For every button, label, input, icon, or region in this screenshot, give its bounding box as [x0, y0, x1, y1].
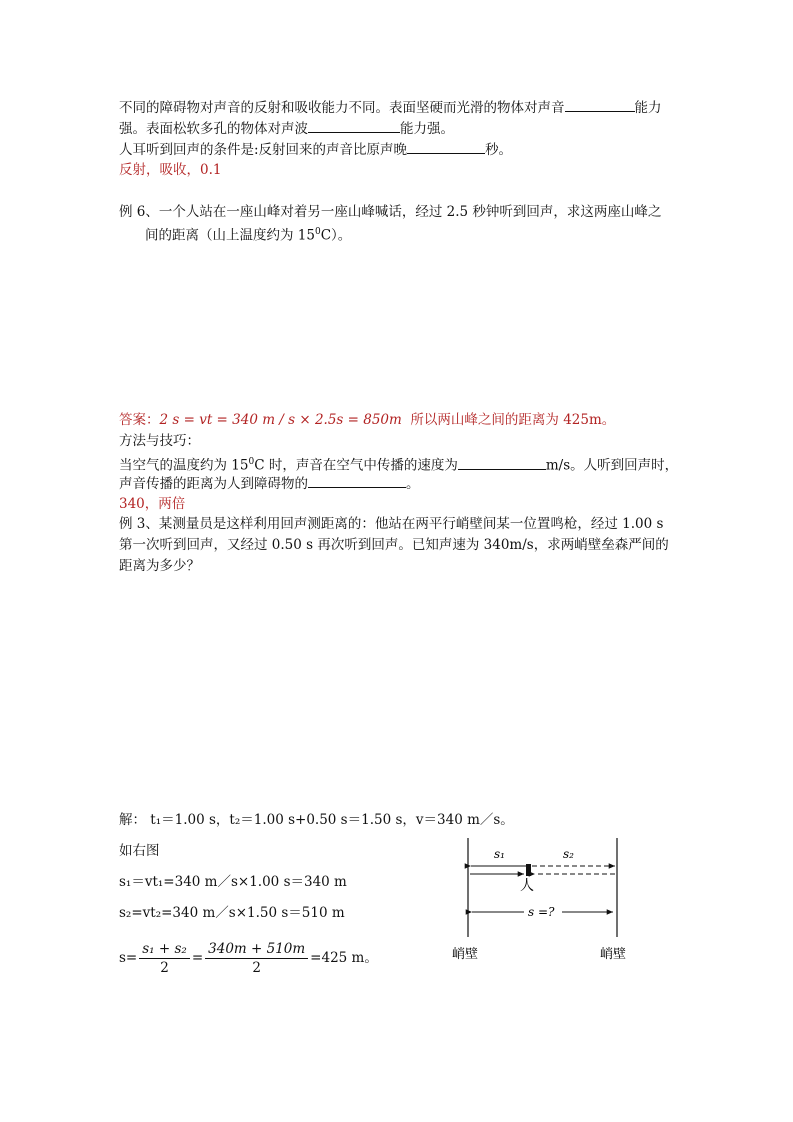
- echo-diagram: [450, 832, 640, 967]
- superscript: 0: [248, 457, 255, 467]
- text-segment: =425 m。: [310, 950, 378, 966]
- fill-blank: [458, 455, 546, 470]
- fraction: [205, 940, 308, 977]
- superscript: 0: [314, 227, 321, 237]
- fill-blank: [407, 139, 485, 154]
- text-segment: 人耳听到回声的条件是:反射回来的声音比原声晚: [119, 142, 408, 158]
- distance-label: s =?: [528, 905, 555, 919]
- fraction: [139, 940, 190, 977]
- solution-line4: s₂=vt₂=340 m／s×1.50 s＝510 m: [119, 905, 345, 921]
- solution-line2: 如右图: [119, 843, 160, 859]
- fraction-numerator: 340m + 510m: [205, 940, 308, 959]
- solution-line1: 解： t₁＝1.00 s，t₂＝1.00 s+0.50 s＝1.50 s，v＝340 m／s。: [119, 812, 514, 828]
- example-6-line1: 例 6、一个人站在一座山峰对着另一座山峰喊话，经过 2.5 秒钟听到回声，求这两座山峰之: [119, 204, 662, 220]
- method-line1: [119, 452, 678, 476]
- text-line: [119, 118, 454, 139]
- answer-label: 答案：: [119, 412, 160, 428]
- answer-line: 反射，吸收，0.1: [119, 162, 222, 178]
- method-line2: [119, 473, 420, 494]
- example-6-answer: [119, 410, 615, 430]
- text-segment: C）。: [320, 227, 352, 244]
- person-marker: [526, 864, 531, 876]
- fill-blank: [308, 473, 406, 488]
- fill-blank: [565, 97, 635, 112]
- method-answer: 340，两倍: [119, 496, 186, 512]
- answer-formula: 2 s = vt = 340 m / s × 2.5s = 850m: [159, 412, 402, 428]
- text-segment: s=: [119, 950, 138, 966]
- text-segment: m/s。人听到回声时，: [545, 457, 679, 474]
- left-wall-label: 峭壁: [452, 947, 479, 962]
- fraction-denominator: 2: [160, 960, 169, 976]
- text-segment: 当空气的温度约为 15: [119, 457, 249, 474]
- example-6-line2: [145, 222, 351, 246]
- fraction-denominator: 2: [252, 960, 261, 976]
- example-3-line1: 例 3、某测量员是这样利用回声测距离的：他站在两平行峭壁间某一位置鸣枪，经过 1.00 s: [119, 516, 664, 532]
- text-segment: 能力: [634, 100, 662, 116]
- text-segment: C 时，声音在空气中传播的速度为: [254, 457, 458, 474]
- example-3-line2: 第一次听到回声，又经过 0.50 s 再次听到回声。已知声速为 340m/s，求两峭壁垒森严间的: [119, 537, 669, 553]
- s1-label: s₁: [494, 847, 505, 861]
- solution-line5: s= $\frac{\text{s₁ + s₂}}{2}$ = $\frac{340m + 510m}{2}$ =425 m。: [119, 941, 378, 976]
- text-segment: 。: [406, 476, 420, 492]
- person-label: 人: [520, 878, 534, 894]
- method-title: 方法与技巧：: [119, 433, 200, 449]
- text-segment: 能力强。: [400, 121, 454, 137]
- text-segment: 不同的障碍物对声音的反射和吸收能力不同。表面坚硬而光滑的物体对声音: [119, 100, 565, 116]
- text-line: [119, 139, 512, 160]
- fill-blank: [308, 118, 400, 133]
- solution-line3: s₁＝vt₁=340 m／s×1.00 s＝340 m: [119, 874, 347, 890]
- text-line: [119, 97, 662, 118]
- answer-text: 所以两山峰之间的距离为 425m。: [410, 412, 616, 428]
- text-segment: 强。表面松软多孔的物体对声波: [119, 121, 308, 137]
- s2-label: s₂: [563, 847, 574, 861]
- example-3-line3: 距离为多少？: [119, 558, 200, 574]
- right-wall-label: 峭壁: [600, 947, 627, 962]
- text-segment: 秒。: [485, 142, 513, 158]
- text-segment: 间的距离（山上温度约为 15: [145, 227, 315, 244]
- text-segment: 声音传播的距离为人到障碍物的: [119, 476, 308, 492]
- fraction-numerator: s₁ + s₂: [139, 940, 190, 959]
